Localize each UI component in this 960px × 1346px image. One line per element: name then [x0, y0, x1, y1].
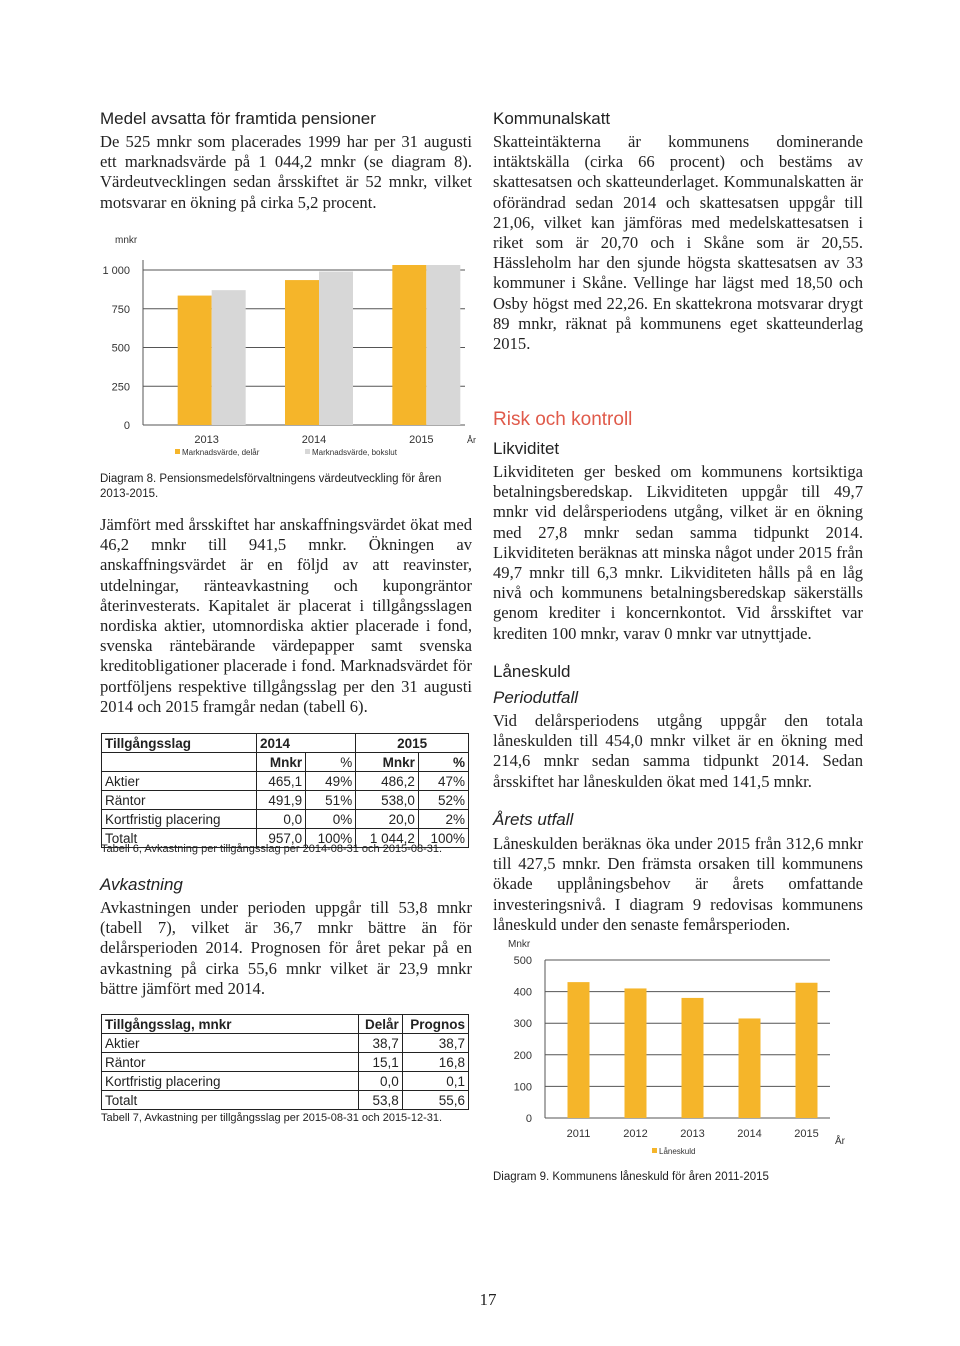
bar-bokslut — [319, 272, 353, 425]
bar-bokslut — [212, 290, 246, 425]
table6-sub-mnkr-2015: Mnkr — [356, 753, 419, 772]
table-cell: 52% — [418, 791, 468, 810]
periodutfall-paragraph: Vid delårsperiodens utgång uppgår den totala låneskulden till 454,0 mnkr vilket är en ökning med 214,6 mnkr sedan samma tidpunkt 2014. Sedan årsskiftet har låneskulden ökat med 141,5 mnkr. — [493, 711, 863, 791]
x-axis-label: År — [835, 1136, 845, 1147]
table-cell: Totalt — [102, 1091, 359, 1110]
x-tick-label: 2015 — [794, 1128, 819, 1140]
arets-utfall-paragraph: Låneskulden beräknas öka under 2015 från 312,6 mnkr till 427,5 mnkr. Den främsta orsaken till kommunens ökade upplåningsbehov är årets omfattande investeringsnivå. I diagram 9 redovisas kommunens låneskuld under den senaste femårsperioden. — [493, 834, 863, 934]
table-cell: 49% — [306, 772, 356, 791]
laneskuld-heading: Låneskuld — [493, 662, 571, 681]
table-7-caption: Tabell 7, Avkastning per tillgångsslag per 2015-08-31 och 2015-12-31. — [101, 1112, 443, 1124]
table-cell: 0,1 — [402, 1072, 468, 1091]
arets-utfall-heading: Årets utfall — [493, 810, 574, 829]
page-number: 17 — [479, 1290, 497, 1309]
y-tick-label: 250 — [111, 381, 130, 394]
table-6 — [101, 733, 469, 848]
avkastning-paragraph: Avkastningen under perioden uppgår till 53,8 mnkr (tabell 7), vilket är 36,7 mnkr bättre än för delårsperioden 2014. Prognosen för året pekar på en avkastning på cirka 55,6 mnkr vilket är 23,9 mnkr bättre jämfört med 2014. — [100, 898, 472, 998]
table-cell: 0% — [306, 810, 356, 829]
table-7 — [101, 1014, 469, 1110]
y-tick-label: 750 — [111, 303, 130, 316]
table-cell: 16,8 — [402, 1053, 468, 1072]
table-cell: 15,1 — [359, 1053, 403, 1072]
x-tick-label: 2015 — [409, 434, 434, 446]
bar-laneskuld — [625, 988, 647, 1118]
table-cell: 53,8 — [359, 1091, 403, 1110]
table-cell: 486,2 — [356, 772, 419, 791]
section-title-kommunalskatt: Kommunalskatt — [493, 109, 611, 128]
diagram-8-chart — [95, 225, 480, 465]
legend-label: Marknadsvärde, bokslut — [312, 448, 397, 457]
table-cell: 100% — [306, 829, 356, 848]
table-cell: 47% — [418, 772, 468, 791]
bar-laneskuld — [796, 983, 818, 1118]
table-cell: 55,6 — [402, 1091, 468, 1110]
likviditet-paragraph: Likviditeten ger besked om kommunens kortsiktiga betalningsberedskap. Likviditeten uppgår till 49,7 mnkr vid delårsperiodens utgång, vilket är en ökning med 27,8 mnkr sedan samma tidpunkt 2014. Likviditeten beräknas att minska något under 2015 från 49,7 mnkr till 6,3 mnkr. Likviditeten hålls på en låg nivå och kommunens betalningsberedskap säkerställs genom krediter i koncernkontot. Vid årsskiftet var krediten 100 mnkr, varav 0 mnkr var utnyttjade. — [493, 462, 863, 643]
table-cell: 38,7 — [359, 1034, 403, 1053]
table-cell: Räntor — [102, 1053, 359, 1072]
table-cell: 491,9 — [257, 791, 306, 810]
table6-sub-pct-2014: % — [306, 753, 356, 772]
bar-delar — [178, 296, 212, 425]
table6-header-2014: 2014 — [257, 734, 356, 753]
table-cell: 1 044,2 — [356, 829, 419, 848]
table-cell: Räntor — [102, 791, 257, 810]
table-cell: Aktier — [102, 1034, 359, 1053]
y-tick-label: 0 — [123, 420, 130, 432]
table-cell: 538,0 — [356, 791, 419, 810]
y-tick-label: 1 000 — [102, 265, 130, 277]
table-cell: 38,7 — [402, 1034, 468, 1053]
table-6-caption: Tabell 6, Avkastning per tillgångsslag per 2014-08-31 och 2015-08-31. — [101, 843, 443, 855]
table-cell: 957,0 — [257, 829, 306, 848]
section-title-pensioner: Medel avsatta för framtida pensioner — [100, 109, 376, 128]
table-cell: 20,0 — [356, 810, 419, 829]
kommunalskatt-paragraph: Skatteintäkterna är kommunens dominerande intäktskälla (cirka 66 procent) och bestäms av skattesatsen och skatteunderlaget. Kommunalskatten är oförändrad sedan 2014 och skattesatsen uppgår till 21,06, vilket kan jämföras med medelskattesatsen i riket som är 20,70 och i Skåne som är 20,55. Hässleholm har den sjunde högsta skattesatsen av 33 kommuner i Skåne. Vellinge har lägst med 18,50 och Osby högst med 22,26. En skattekrona motsvarar drygt 89 mnkr, räknat på kommunens eget skatteunderlag 2015. — [493, 132, 863, 354]
y-tick-label: 0 — [525, 1113, 532, 1125]
legend-swatch — [652, 1148, 657, 1153]
avkastning-heading: Avkastning — [100, 875, 183, 894]
anskaffning-paragraph: Jämfört med årsskiftet har anskaffningsvärdet ökat med 46,2 mnkr till 941,5 mnkr. Ökningen av anskaffningsvärdet är en följd av att reavinster, utdelningar, ränteavkastning och kupongräntor återinvesterats. Kapitalet är placerat i tillgångsslagen nordiska aktier, utomnordiska aktier placerade i fond, svenska räntebärande värdepapper samt svenska kreditobligationer placerade i fond. Marknadsvärdet för portföljens respektive tillgångsslag per den 31 augusti 2014 och 2015 framgår nedan (tabell 6). — [100, 515, 472, 716]
legend-label: Marknadsvärde, delår — [182, 448, 260, 457]
table-row — [102, 791, 469, 810]
table-row — [102, 810, 469, 829]
table7-header-delar: Delår — [359, 1015, 403, 1034]
bar-laneskuld — [739, 1018, 761, 1118]
y-tick-label: 100 — [513, 1081, 532, 1094]
legend-swatch — [175, 449, 180, 454]
x-tick-label: 2013 — [194, 434, 219, 446]
x-tick-label: 2012 — [623, 1128, 648, 1140]
table-cell: 0,0 — [359, 1072, 403, 1091]
table-cell: Totalt — [102, 829, 257, 848]
table6-header-tillgangsslag: Tillgångsslag — [102, 734, 257, 753]
pensioner-paragraph: De 525 mnkr som placerades 1999 har per 31 augusti ett marknadsvärde på 1 044,2 mnkr (se diagram 8). Värdeutvecklingen sedan årsskiftet är 52 mnkr, vilket motsvarar en ökning på cirka 5,2 procent. — [100, 132, 472, 212]
legend-label: Låneskuld — [659, 1147, 696, 1156]
table-cell: 0,0 — [257, 810, 306, 829]
bar-laneskuld — [682, 998, 704, 1118]
diagram-9-caption: Diagram 9. Kommunens låneskuld för åren 2011-2015 — [493, 1171, 769, 1183]
x-tick-label: 2014 — [737, 1128, 762, 1140]
risk-och-kontroll-heading: Risk och kontroll — [493, 409, 633, 430]
bar-delar — [285, 280, 319, 425]
y-tick-label: 500 — [513, 955, 532, 967]
table-cell: Aktier — [102, 772, 257, 791]
table6-empty-cell — [102, 753, 257, 772]
table-row — [102, 1034, 469, 1053]
diagram-9-chart — [490, 935, 860, 1165]
table6-header-2015: 2015 — [356, 734, 469, 753]
x-tick-label: 2014 — [301, 434, 327, 446]
x-tick-label: 2011 — [566, 1128, 591, 1140]
table-row — [102, 772, 469, 791]
table-cell: Kortfristig placering — [102, 1072, 359, 1091]
y-tick-label: 500 — [111, 342, 130, 355]
bar-laneskuld — [568, 982, 590, 1118]
x-axis-label: År — [467, 435, 476, 445]
y-tick-label: 400 — [513, 986, 532, 999]
x-tick-label: 2013 — [680, 1128, 705, 1140]
table6-sub-pct-2015: % — [418, 753, 468, 772]
y-axis-label: mnkr — [115, 235, 138, 246]
y-tick-label: 200 — [513, 1049, 532, 1062]
legend-swatch — [305, 449, 310, 454]
table6-sub-mnkr-2014: Mnkr — [257, 753, 306, 772]
table-row — [102, 1091, 469, 1110]
table7-header-tillgangsslag: Tillgångsslag, mnkr — [102, 1015, 359, 1034]
table-cell: 100% — [418, 829, 468, 848]
bar-bokslut — [426, 265, 460, 425]
table-row — [102, 1053, 469, 1072]
table-cell: Kortfristig placering — [102, 810, 257, 829]
periodutfall-heading: Periodutfall — [493, 688, 579, 707]
table-cell: 2% — [418, 810, 468, 829]
y-tick-label: 300 — [513, 1018, 532, 1031]
table-cell: 51% — [306, 791, 356, 810]
table7-header-prognos: Prognos — [402, 1015, 468, 1034]
table-cell: 465,1 — [257, 772, 306, 791]
table-row — [102, 1072, 469, 1091]
likviditet-heading: Likviditet — [493, 439, 560, 458]
bar-delar — [392, 265, 426, 425]
diagram-8-caption: Diagram 8. Pensionsmedelsförvaltningens värdeutveckling för åren 2013-2015. — [100, 473, 442, 500]
y-axis-label: Mnkr — [508, 939, 531, 950]
